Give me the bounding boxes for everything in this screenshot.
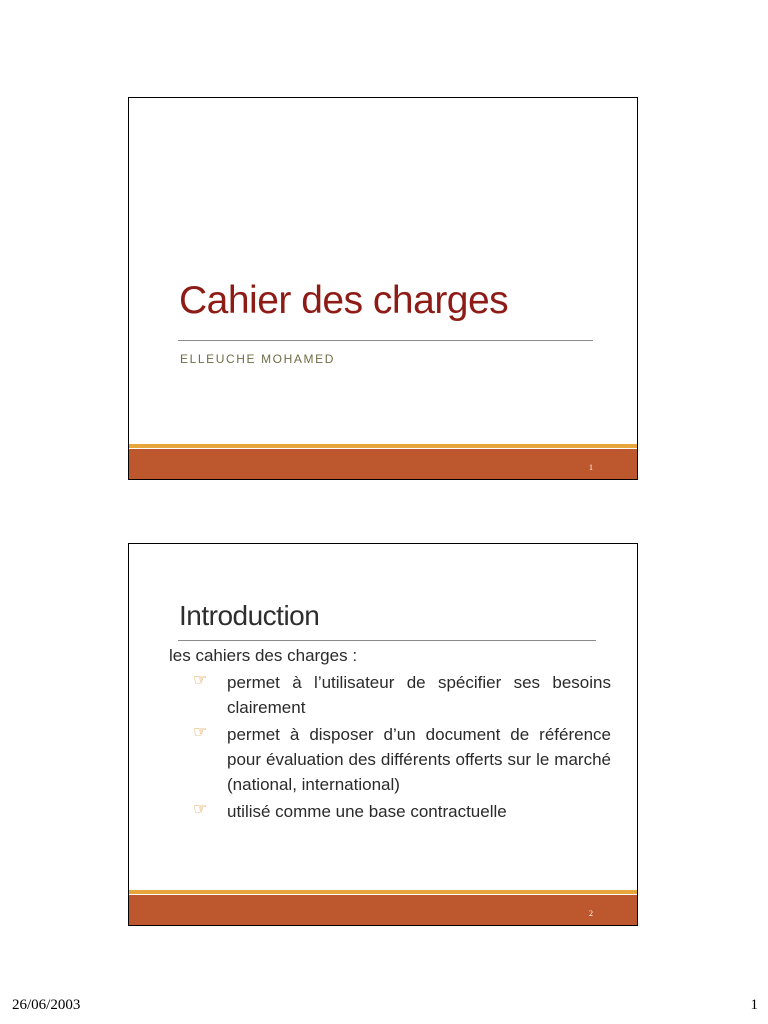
bullet-list bbox=[193, 670, 611, 826]
slide-1-author: ELLEUCHE MOHAMED bbox=[180, 352, 335, 366]
slide-2 bbox=[128, 543, 638, 926]
title-divider bbox=[178, 340, 593, 341]
pointing-hand-icon: ☞ bbox=[193, 724, 208, 741]
page-date: 26/06/2003 bbox=[12, 997, 81, 1013]
slide-2-title: Introduction bbox=[179, 600, 320, 631]
bullet-item bbox=[193, 670, 611, 720]
pointing-hand-icon: ☞ bbox=[193, 801, 208, 818]
slide-1-footer-band bbox=[129, 449, 637, 479]
slide-2-number: 2 bbox=[589, 909, 593, 918]
slide-1-title: Cahier des charges bbox=[179, 279, 509, 322]
bullet-item bbox=[193, 799, 611, 824]
pointing-hand-icon: ☞ bbox=[193, 672, 208, 689]
bullet-item bbox=[193, 722, 611, 797]
title-divider bbox=[178, 640, 596, 641]
bullet-text: permet à disposer d’un document de référence pour évaluation des différents offerts sur le marché (national, international) bbox=[227, 725, 611, 794]
slide-2-footer-band bbox=[129, 895, 637, 925]
bullet-text: utilisé comme une base contractuelle bbox=[227, 802, 507, 821]
slide-1-number: 1 bbox=[589, 463, 593, 472]
page-number: 1 bbox=[750, 997, 758, 1013]
bullet-text: permet à l’utilisateur de spécifier ses besoins clairement bbox=[227, 673, 611, 717]
slide-1 bbox=[128, 97, 638, 480]
slide-2-intro: les cahiers des charges : bbox=[169, 646, 358, 665]
